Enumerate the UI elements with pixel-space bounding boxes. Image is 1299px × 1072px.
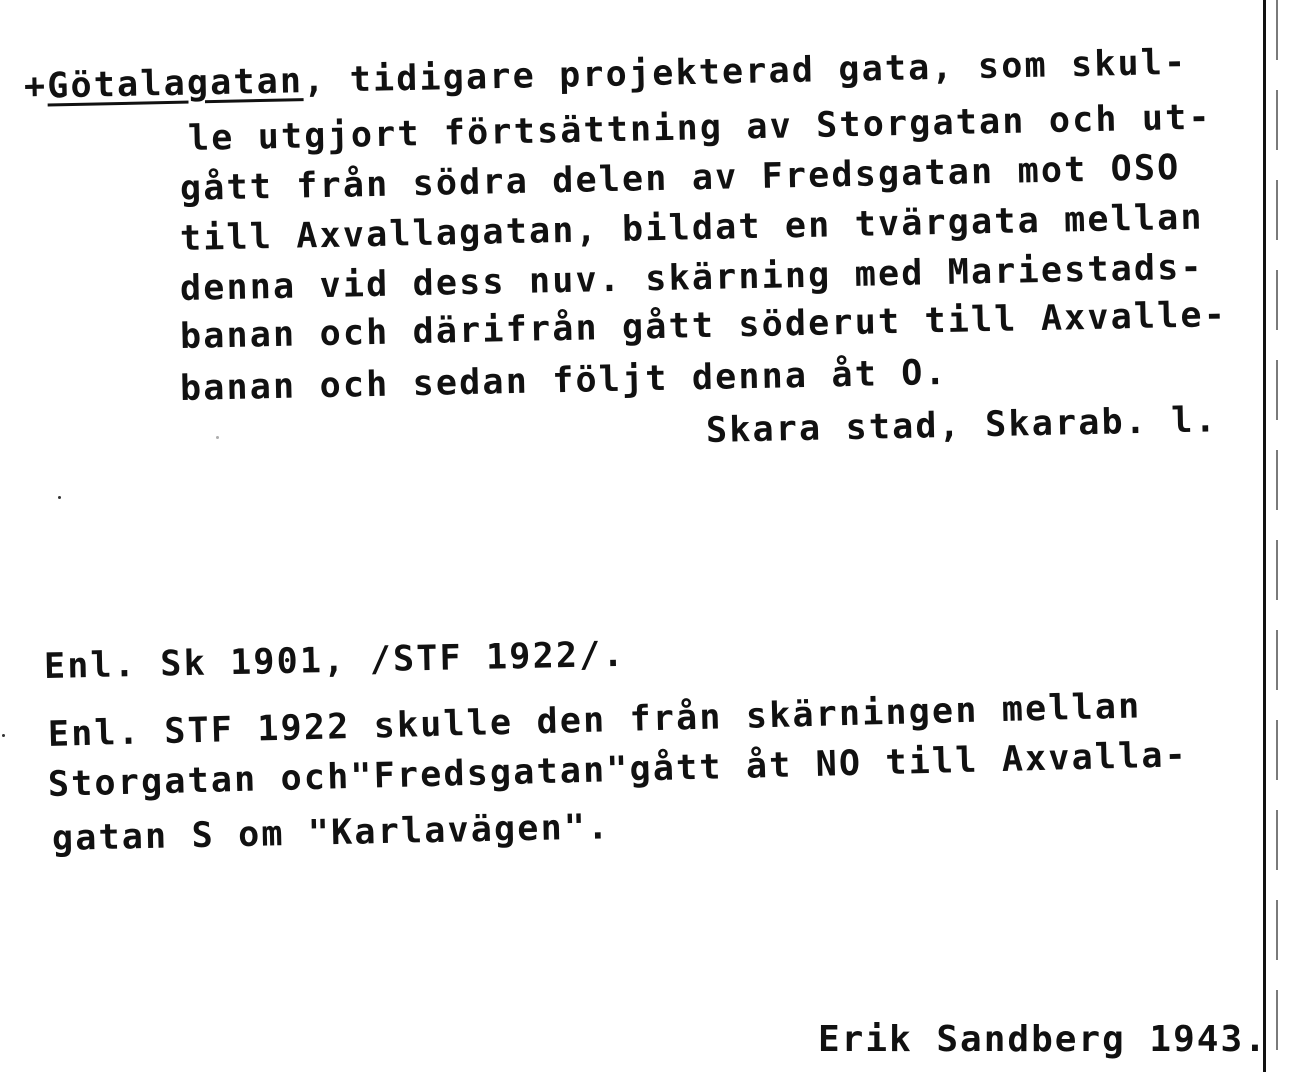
entry-line-2: le utgjort förtsättning av Storgatan och ut- [187, 97, 1213, 159]
entry-line-6: banan och därifrån gått söderut till Axvalle- [179, 295, 1228, 357]
source-para-line-1: Enl. STF 1922 skulle den från skärningen mellan [47, 686, 1142, 755]
entry-location: Skara stad, Skarab. l. [705, 400, 1219, 451]
card-edge-shadow [1276, 0, 1278, 1072]
source-para-line-2: Storgatan och"Fredsgatan"gått åt NO till Axvalla- [47, 735, 1189, 805]
signature: Erik Sandberg 1943. [818, 1019, 1268, 1060]
entry-line-7: banan och sedan följt denna åt O. [179, 352, 949, 409]
entry-line-1 [23, 42, 1188, 107]
entry-headword: Götalagatan [46, 61, 304, 107]
entry-line-3: gått från södra delen av Fredsgatan mot OSO [179, 148, 1181, 209]
entry-line-1-text: , tidigare projekterad gata, som skul- [302, 42, 1188, 102]
speck [2, 734, 5, 737]
source-para-line-3: gatan S om "Karlavägen". [51, 807, 611, 859]
entry-line-5: denna vid dess nuv. skärning med Mariestads- [179, 247, 1205, 309]
entry-line-4: till Axvallagatan, bildat en tvärgata mellan [179, 197, 1205, 259]
speck [58, 496, 61, 499]
card-edge-line [1263, 0, 1266, 1072]
speck [216, 436, 219, 439]
source-line: Enl. Sk 1901, /STF 1922/. [43, 634, 627, 687]
entry-marker: + [23, 66, 48, 107]
